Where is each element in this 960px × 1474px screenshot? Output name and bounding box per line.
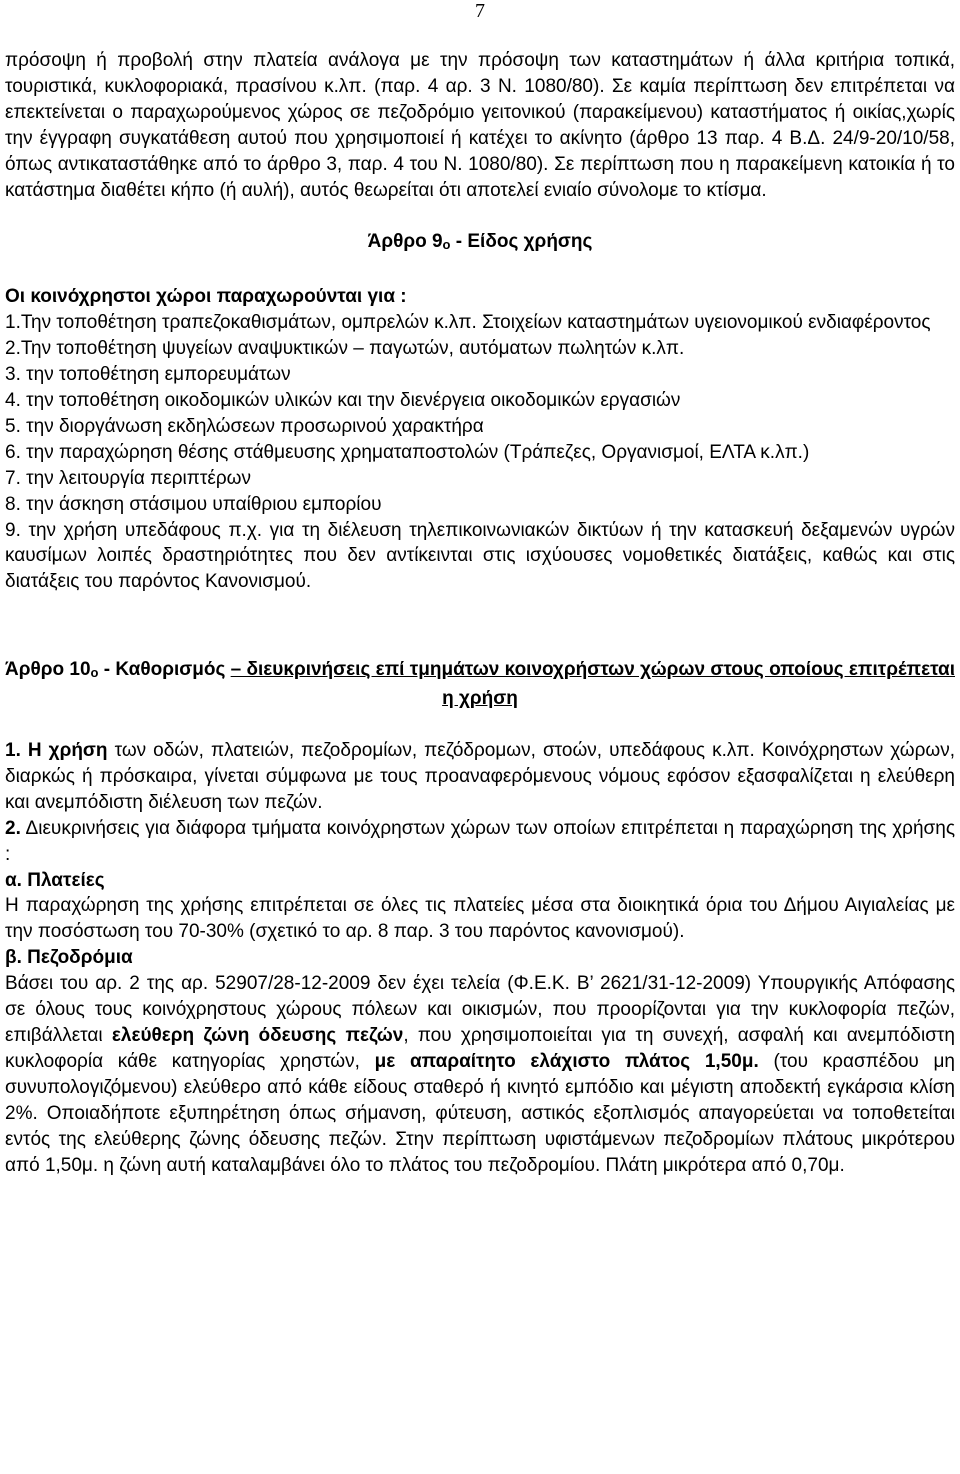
section-b-text <box>5 971 955 1178</box>
article-10-heading-ordinal: ο <box>90 665 99 681</box>
list-item: 9. την χρήση υπεδάφους π.χ. για τη διέλευση τηλεπικοινωνιακών δικτύων ή την κατασκευή δεξαμενών υγρών καυσίμων λοιπές δραστηριότητες που δεν αντίκεινται στις ισχύουσες νομοθετικές διατάξεις, καθώς και στις διατάξεις του παρόντος Κανονισμού. <box>5 519 955 593</box>
list-item: 8. την άσκηση στάσιμου υπαίθριου εμπορίου <box>5 493 382 515</box>
list-item: 7. την λειτουργία περιπτέρων <box>5 467 251 489</box>
article-9-heading-suffix: - Είδος χρήσης <box>450 231 593 253</box>
article-10-heading-prefix: Άρθρο 10 <box>5 659 91 681</box>
page-number: 7 <box>475 0 485 22</box>
article-10-heading <box>5 657 955 712</box>
paragraph-2-label: 2. <box>5 817 21 839</box>
article-10-heading-mid: - Καθορισμός <box>98 659 231 681</box>
article-9-heading <box>5 229 955 258</box>
article-9-subheading: Οι κοινόχρηστοι χώροι παραχωρούνται για : <box>5 286 407 308</box>
section-b-text-2: , που χρησιμοποιείται για τη συνεχή, ασφαλή και ανεμπόδιστη κυκλοφορία κάθε κατηγορίας χρηστών, <box>5 1025 955 1072</box>
article-10-paragraph-2 <box>5 816 955 868</box>
section-b-text-1: Βάσει του αρ. 2 της αρ. 52907/28-12-2009 δεν έχει τελεία (Φ.Ε.Κ. Β’ 2621/31-12-2009) Υπουργικής Απόφασης σε όλους τους κοινόχρηστους χώρους πόλεων και οικισμών, που προορίζονται για την κυκλοφορία πεζών, επιβάλλεται <box>5 973 955 1046</box>
list-item: 1.Την τοποθέτηση τραπεζοκαθισμάτων, ομπρελών κ.λπ. Στοιχείων καταστημάτων υγειονομικού ενδιαφέροντος <box>5 312 931 334</box>
list-item: 5. την διοργάνωση εκδηλώσεων προσωρινού χαρακτήρα <box>5 415 484 437</box>
article-9-heading-ordinal: ο <box>442 237 451 253</box>
minimum-width-emphasis: με απαραίτητο ελάχιστο πλάτος 1,50μ. <box>374 1050 759 1072</box>
section-a-text: Η παραχώρηση της χρήσης επιτρέπεται σε όλες τις πλατείες μέσα στα διοικητικά όρια του Δήμου Αιγιαλείας με την ποσόστωση του 70-30% (σχετικό το αρ. 8 παρ. 3 του παρόντος κανονισμού). <box>5 895 955 943</box>
section-b-text-3: (του κρασπέδου μη συνυπολογιζόμενου) ελεύθερο από κάθε είδους σταθερό ή κινητό εμπόδιο και μέγιστη αποδεκτή εγκάρσια κλίση 2%. Οποιαδήποτε εξυπηρέτηση όπως σήμανση, φύτευση, αστικός εξοπλισμός απαγορεύεται να τοποθετείται εντός της ελεύθερης ζώνης όδευσης πεζών. Στην περίπτωση υφιστάμενων πεζοδρομίων πλάτους μικρότερου από 1,50μ. η ζώνη αυτή καταλαμβάνει όλο το πλάτος του πεζοδρομίου. Πλάτη μικρότερα από 0,70μ. <box>5 1050 955 1176</box>
document-body <box>5 48 955 1178</box>
paragraph-2-text: Διευκρινήσεις για διάφορα τμήματα κοινόχρηστων χώρων των οποίων επιτρέπεται η παραχώρηση της χρήσης : <box>5 817 955 865</box>
paragraph-1-text: των οδών, πλατειών, πεζοδρομίων, πεζόδρομων, στοών, υπεδάφους κ.λπ. Κοινόχρηστων χώρων, διαρκώς ή πρόσκαιρα, γίνεται σύμφωνα με τους προαναφερόμενους νόμους εφόσον εξασφαλίζεται η ελεύθερη και ανεμπόδιστη διέλευση των πεζών. <box>5 740 956 813</box>
paragraph-1-label: 1. Η χρήση <box>5 740 108 762</box>
list-item: 6. την παραχώρηση θέσης στάθμευσης χρηματαποστολών (Τράπεζες, Οργανισμοί, ΕΛΤΑ κ.λπ.) <box>5 441 810 463</box>
section-a-heading: α. Πλατείες <box>5 869 105 891</box>
section-b-heading: β. Πεζοδρόμια <box>5 947 133 969</box>
article-9-list <box>5 310 955 595</box>
list-item: 3. την τοποθέτηση εμπορευμάτων <box>5 364 291 386</box>
list-item: 4. την τοποθέτηση οικοδομικών υλικών και την διενέργεια οικοδομικών εργασιών <box>5 389 681 411</box>
list-item: 2.Την τοποθέτηση ψυγείων αναψυκτικών – παγωτών, αυτόματων πωλητών κ.λπ. <box>5 338 685 360</box>
pedestrian-zone-emphasis: ελεύθερη ζώνη όδευσης πεζών <box>111 1025 404 1046</box>
article-9-heading-prefix: Άρθρο 9 <box>367 231 443 253</box>
article-10-heading-underlined: – διευκρινήσεις επί τμημάτων κοινοχρήστων χώρων στους οποίους επιτρέπεται η χρήση <box>230 659 956 710</box>
intro-paragraph: πρόσοψη ή προβολή στην πλατεία ανάλογα με την πρόσοψη των καταστημάτων ή άλλα κριτήρια τοπικά, τουριστικά, κυκλοφοριακά, πρασίνου κ.λπ. (παρ. 4 αρ. 3 Ν. 1080/80). Σε καμία περίπτωση δεν επιτρέπεται να επεκτείνεται ο παραχωρούμενος χώρος σε πεζοδρόμιο γειτονικού (παρακείμενου) καταστήματος ή οικίας,χωρίς την έγγραφη συγκατάθεση αυτού που χρησιμοποιεί ή κατέχει το ακίνητο (άρθρο 13 παρ. 4 Β.Δ. 24/9-20/10/58, όπως αντικαταστάθηκε από το άρθρο 3, παρ. 4 του Ν. 1080/80). Σε περίπτωση που η παρακείμενη κατοικία ή το κατάστημα διαθέτει κήπο (ή αυλή), αυτός θεωρείται ότι αποτελεί ενιαίο σύνολομε το κτίσμα. <box>5 50 955 201</box>
article-10-paragraph-1 <box>5 738 955 816</box>
